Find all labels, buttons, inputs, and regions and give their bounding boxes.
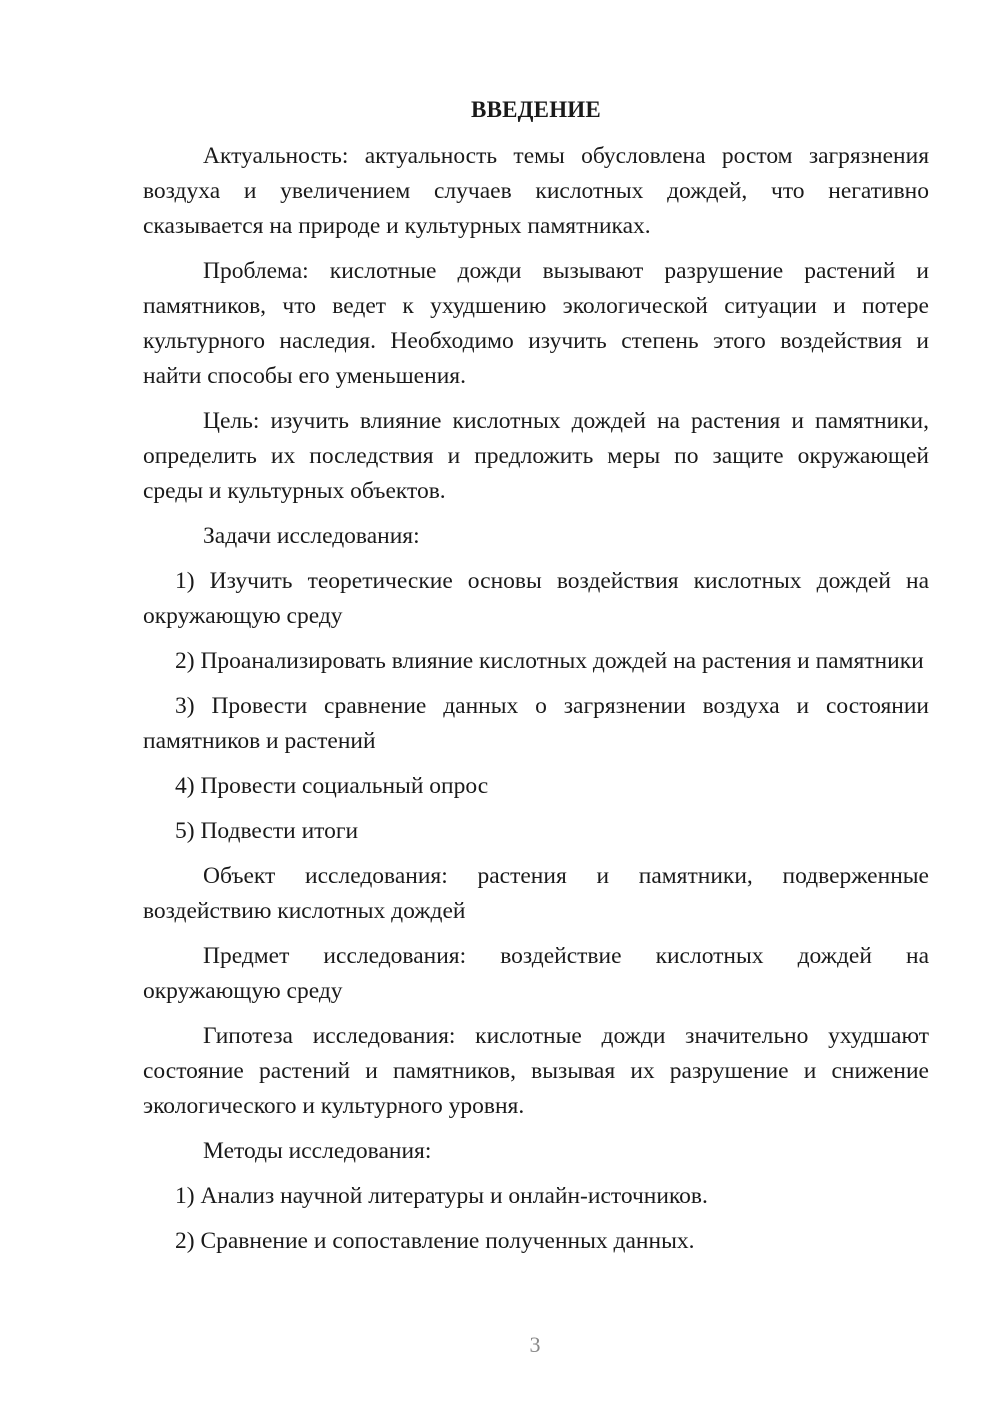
object-paragraph: Объект исследования: растения и памятники, подверженные воздействию кислотных дождей bbox=[143, 863, 929, 924]
goal-paragraph: Цель: изучить влияние кислотных дождей на растения и памятники, определить их последствия и предложить меры по защите окружающей среды и культурных объектов. bbox=[143, 408, 929, 504]
task-item: 2) Проанализировать влияние кислотных дождей на растения и памятники bbox=[175, 648, 924, 674]
method-item: 2) Сравнение и сопоставление полученных данных. bbox=[175, 1228, 695, 1254]
page-title: ВВЕДЕНИЕ bbox=[471, 97, 601, 122]
task-item: 4) Провести социальный опрос bbox=[175, 773, 489, 799]
task-item: 5) Подвести итоги bbox=[175, 818, 359, 844]
relevance-paragraph: Актуальность: актуальность темы обусловлена ростом загрязнения воздуха и увеличением случаев кислотных дождей, что негативно сказывается на природе и культурных памятниках. bbox=[143, 143, 929, 239]
problem-paragraph: Проблема: кислотные дожди вызывают разрушение растений и памятников, что ведет к ухудшению экологической ситуации и потере культурного наследия. Необходимо изучить степень этого воздействия и найти способы его уменьшения. bbox=[143, 258, 929, 389]
page-content bbox=[143, 94, 929, 1269]
hypothesis-paragraph: Гипотеза исследования: кислотные дожди значительно ухудшают состояние растений и памятников, вызывая их разрушение и снижение экологического и культурного уровня. bbox=[143, 1023, 929, 1119]
method-item: 1) Анализ научной литературы и онлайн-источников. bbox=[175, 1183, 708, 1209]
subject-paragraph: Предмет исследования: воздействие кислотных дождей на окружающую среду bbox=[143, 943, 929, 1004]
tasks-heading: Задачи исследования: bbox=[203, 523, 420, 549]
page-number: 3 bbox=[529, 1332, 541, 1357]
task-item: 3) Провести сравнение данных о загрязнении воздуха и состоянии памятников и растений bbox=[143, 693, 929, 754]
methods-heading: Методы исследования: bbox=[203, 1138, 432, 1164]
task-item: 1) Изучить теоретические основы воздействия кислотных дождей на окружающую среду bbox=[143, 568, 929, 629]
